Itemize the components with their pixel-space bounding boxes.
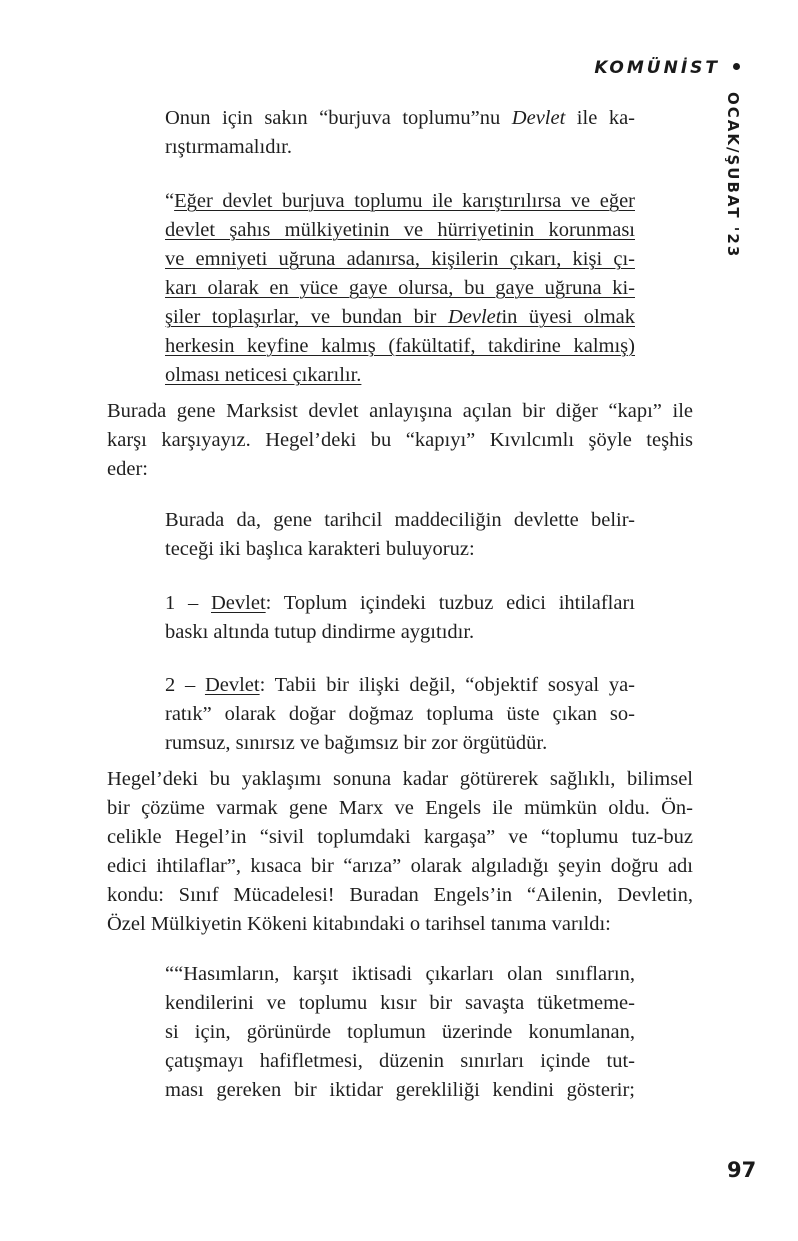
text-line: si için, görünürde toplumun üzerinde konumlanan,: [165, 1021, 635, 1043]
body-paragraph-2: [107, 765, 693, 939]
text-line: herkesin keyfine kalmış (fakültatif, takdirine kalmış): [165, 335, 635, 357]
text-line: Onun için sakın “burjuva toplumu”nu Devlet ile ka-: [165, 107, 635, 129]
text-line: teceği iki başlıca karakteri buluyoruz:: [165, 538, 475, 560]
text-line: şiler toplaşırlar, ve bundan bir Devletin üyesi olmak: [165, 306, 635, 328]
quote-block-underlined: [165, 187, 635, 390]
masthead-bullet-icon: [733, 63, 740, 70]
text-line: Burada da, gene tarihcil maddeciliğin devlette belir-: [165, 509, 635, 531]
text-line: baskı altında tutup dindirme aygıtıdır.: [165, 621, 475, 643]
text-line: olması neticesi çıkarılır.: [165, 364, 362, 386]
text-line: rumsuz, sınırsız ve bağımsız bir zor örgütüdür.: [165, 732, 548, 754]
text-line: Hegel’deki bu yaklaşımı sonuna kadar götürerek sağlıklı, bilimsel: [107, 768, 693, 790]
text-line: Özel Mülkiyetin Kökeni kitabındaki o tarihsel tanıma varıldı:: [107, 913, 611, 935]
text-line: bir çözüme varmak gene Marx ve Engels ile mümkün oldu. Ön-: [107, 797, 693, 819]
quote-block-4: [165, 960, 635, 1105]
text-line: celikle Hegel’in “sivil toplumdaki kargaşa” ve “toplumu tuz-buz: [107, 826, 693, 848]
text-line: kendilerini ve toplumu kısır bir savaşta tüketmeme-: [165, 992, 635, 1014]
page-number: 97: [727, 1158, 757, 1182]
quote-block-1: [165, 104, 635, 162]
text-line: edici ihtilaflar”, kısaca bir “arıza” olarak algıladığı şeyin doğru adı: [107, 855, 693, 877]
text-line: ması gereken bir iktidar gerekliliği kendini gösterir;: [165, 1079, 635, 1101]
text-line: ratık” olarak doğar doğmaz topluma üste çıkan so-: [165, 703, 635, 725]
text-line: çatışmayı hafifletmesi, düzenin sınırları içinde tut-: [165, 1050, 635, 1072]
quote-block-3: [165, 506, 635, 564]
text-line: devlet şahıs mülkiyetinin ve hürriyetinin korunması: [165, 219, 635, 241]
list-item-1: [165, 589, 635, 647]
text-line: eder:: [107, 458, 148, 480]
text-line: Burada gene Marksist devlet anlayışına açılan bir diğer “kapı” ile: [107, 400, 693, 422]
masthead-title: KOMÜNİST: [594, 58, 720, 78]
body-paragraph-1: [107, 397, 693, 484]
text-line: kondu: Sınıf Mücadelesi! Buradan Engels’in “Ailenin, Devletin,: [107, 884, 693, 906]
text-line: karı olarak en yüce gaye olursa, bu gaye uğruna ki-: [165, 277, 635, 299]
issue-date: OCAK/ŞUBAT '23: [724, 92, 742, 259]
text-line: rıştırmamalıdır.: [165, 136, 292, 158]
text-line: 1 – Devlet: Toplum içindeki tuzbuz edici ihtilafları: [165, 592, 635, 614]
text-line: 2 – Devlet: Tabii bir ilişki değil, “objektif sosyal ya-: [165, 674, 636, 696]
text-line: “Eğer devlet burjuva toplumu ile karıştırılırsa ve eğer: [165, 190, 635, 212]
text-line: karşı karşıyayız. Hegel’deki bu “kapıyı” Kıvılcımlı şöyle teşhis: [107, 429, 693, 451]
text-line: ““Hasımların, karşıt iktisadi çıkarları olan sınıfların,: [165, 963, 635, 985]
list-item-2: [165, 671, 635, 758]
text-line: ve emniyeti uğruna adanırsa, kişilerin çıkarı, kişi çı-: [165, 248, 635, 270]
